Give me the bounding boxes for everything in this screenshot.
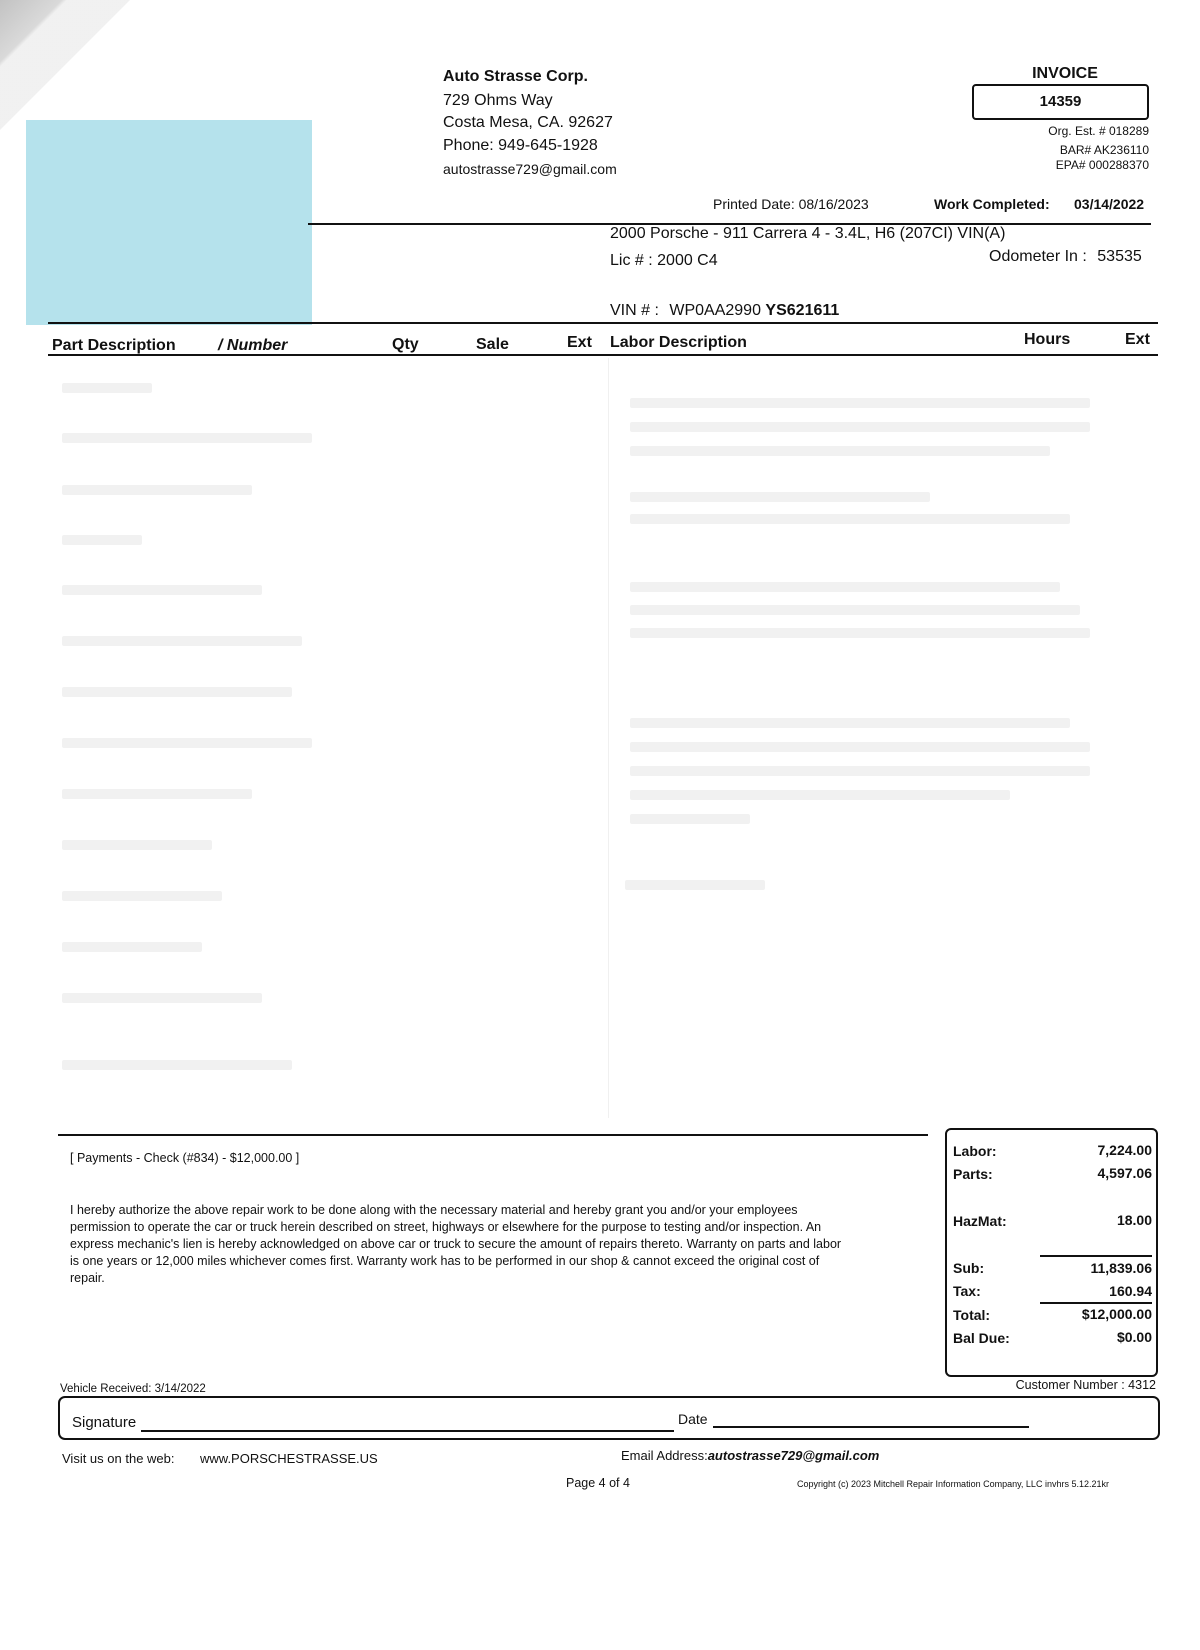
subtotal-value: 11,839.06 [1090, 1260, 1152, 1276]
bar-number: BAR# AK236110 [1059, 143, 1149, 157]
terms-top-rule [58, 1134, 928, 1136]
printed-date-value: 08/16/2023 [798, 196, 869, 212]
parts-total-value: 4,597.06 [1097, 1165, 1152, 1181]
shop-address-line2: Costa Mesa, CA. 92627 [443, 114, 613, 131]
col-ext: Ext [567, 334, 592, 351]
customer-number: Customer Number : 4312 [1015, 1378, 1156, 1392]
hazmat-value: 18.00 [1116, 1212, 1152, 1228]
col-labor-description: Labor Description [610, 334, 747, 351]
hazmat-label: HazMat: [953, 1213, 1007, 1229]
vehicle-description: 2000 Porsche - 911 Carrera 4 - 3.4L, H6 (207CI) VIN(A) [610, 225, 1006, 242]
odometer [989, 248, 1142, 266]
redaction-sticky-note [26, 120, 312, 325]
vin-label: VIN # : [610, 302, 659, 319]
shop-email: autostrasse729@gmail.com [443, 161, 617, 177]
balance-due-label: Bal Due: [953, 1330, 1010, 1346]
date-line[interactable] [713, 1426, 1029, 1428]
col-number: / Number [218, 337, 288, 354]
columns-bottom-rule [48, 354, 1158, 356]
vin [610, 302, 839, 320]
parts-total-label: Parts: [953, 1166, 993, 1182]
authorization-terms-text: I hereby authorize the above repair work to be done along with the necessary material and hereby grant you and/or your employees permission to operate the car or truck herein described on street, highways or elsewhere for the purpose to testing and/or inspection. An express mechanic's lien is hereby acknowledged on above car or truck to secure the amount of repairs thereto. Warranty on parts and labor is one years or 12,000 miles whichever comes first. Warranty work has to be performed in our shop & cannot exceed the original cost of repair. [70, 1203, 842, 1285]
invoice-number: 14359 [1039, 93, 1082, 110]
printed-date-label: Printed Date: [713, 196, 795, 212]
odometer-label: Odometer In : [989, 248, 1087, 265]
page-number: Page 4 of 4 [566, 1476, 630, 1490]
license-plate [610, 252, 718, 270]
shop-phone: Phone: 949-645-1928 [443, 137, 598, 154]
total-rule [1040, 1302, 1152, 1304]
license-value: 2000 C4 [657, 252, 718, 269]
copyright: Copyright (c) 2023 Mitchell Repair Information Company, LLC invhrs 5.12.21kr [797, 1479, 1109, 1489]
footer-email-link[interactable]: autostrasse729@gmail.com [707, 1448, 880, 1463]
payments-line: [ Payments - Check (#834) - $12,000.00 ] [70, 1151, 300, 1165]
invoice-number-box [972, 84, 1149, 120]
col-qty: Qty [392, 336, 419, 353]
vin-prefix: WP0AA2990 [669, 302, 761, 319]
work-completed-value: 03/14/2022 [1074, 196, 1145, 212]
col-hours: Hours [1024, 331, 1071, 348]
col-labor-ext: Ext [1125, 331, 1150, 348]
work-completed-label: Work Completed: [934, 196, 1050, 212]
invoice-label: INVOICE [1032, 65, 1098, 82]
subtotal-rule [1040, 1255, 1152, 1257]
grand-total-value: $12,000.00 [1081, 1306, 1152, 1322]
footer-email-label: Email Address: [621, 1448, 708, 1463]
tax-value: 160.94 [1109, 1283, 1152, 1299]
authorization-terms [70, 1202, 850, 1287]
vin-suffix: YS621611 [765, 302, 840, 319]
date-label: Date [678, 1411, 708, 1427]
shop-address-line1: 729 Ohms Way [443, 92, 553, 109]
vehicle-received: Vehicle Received: 3/14/2022 [60, 1383, 206, 1395]
page-fold-shadow [0, 0, 140, 140]
columns-top-rule [48, 322, 1158, 324]
subtotal-label: Sub: [953, 1260, 985, 1276]
tax-label: Tax: [953, 1283, 981, 1299]
balance-due-value: $0.00 [1116, 1329, 1152, 1345]
labor-total-label: Labor: [953, 1143, 997, 1159]
visit-web-label: Visit us on the web: [62, 1451, 175, 1466]
footer-email [621, 1448, 879, 1463]
org-est-number: Org. Est. # 018289 [1048, 124, 1149, 138]
signature-label: Signature [72, 1414, 137, 1431]
license-label: Lic # : [610, 252, 653, 269]
printed-date [713, 196, 869, 212]
labor-total-value: 7,224.00 [1097, 1142, 1152, 1158]
epa-number: EPA# 000288370 [1055, 158, 1149, 172]
signature-box [58, 1396, 1160, 1440]
grand-total-label: Total: [953, 1307, 991, 1323]
col-part-description: Part Description [52, 337, 176, 354]
website-link[interactable]: www.PORSCHESTRASSE.US [200, 1451, 378, 1466]
col-sale: Sale [476, 336, 509, 353]
signature-line[interactable] [141, 1430, 674, 1432]
odometer-value: 53535 [1097, 248, 1142, 265]
shop-name: Auto Strasse Corp. [443, 68, 588, 85]
